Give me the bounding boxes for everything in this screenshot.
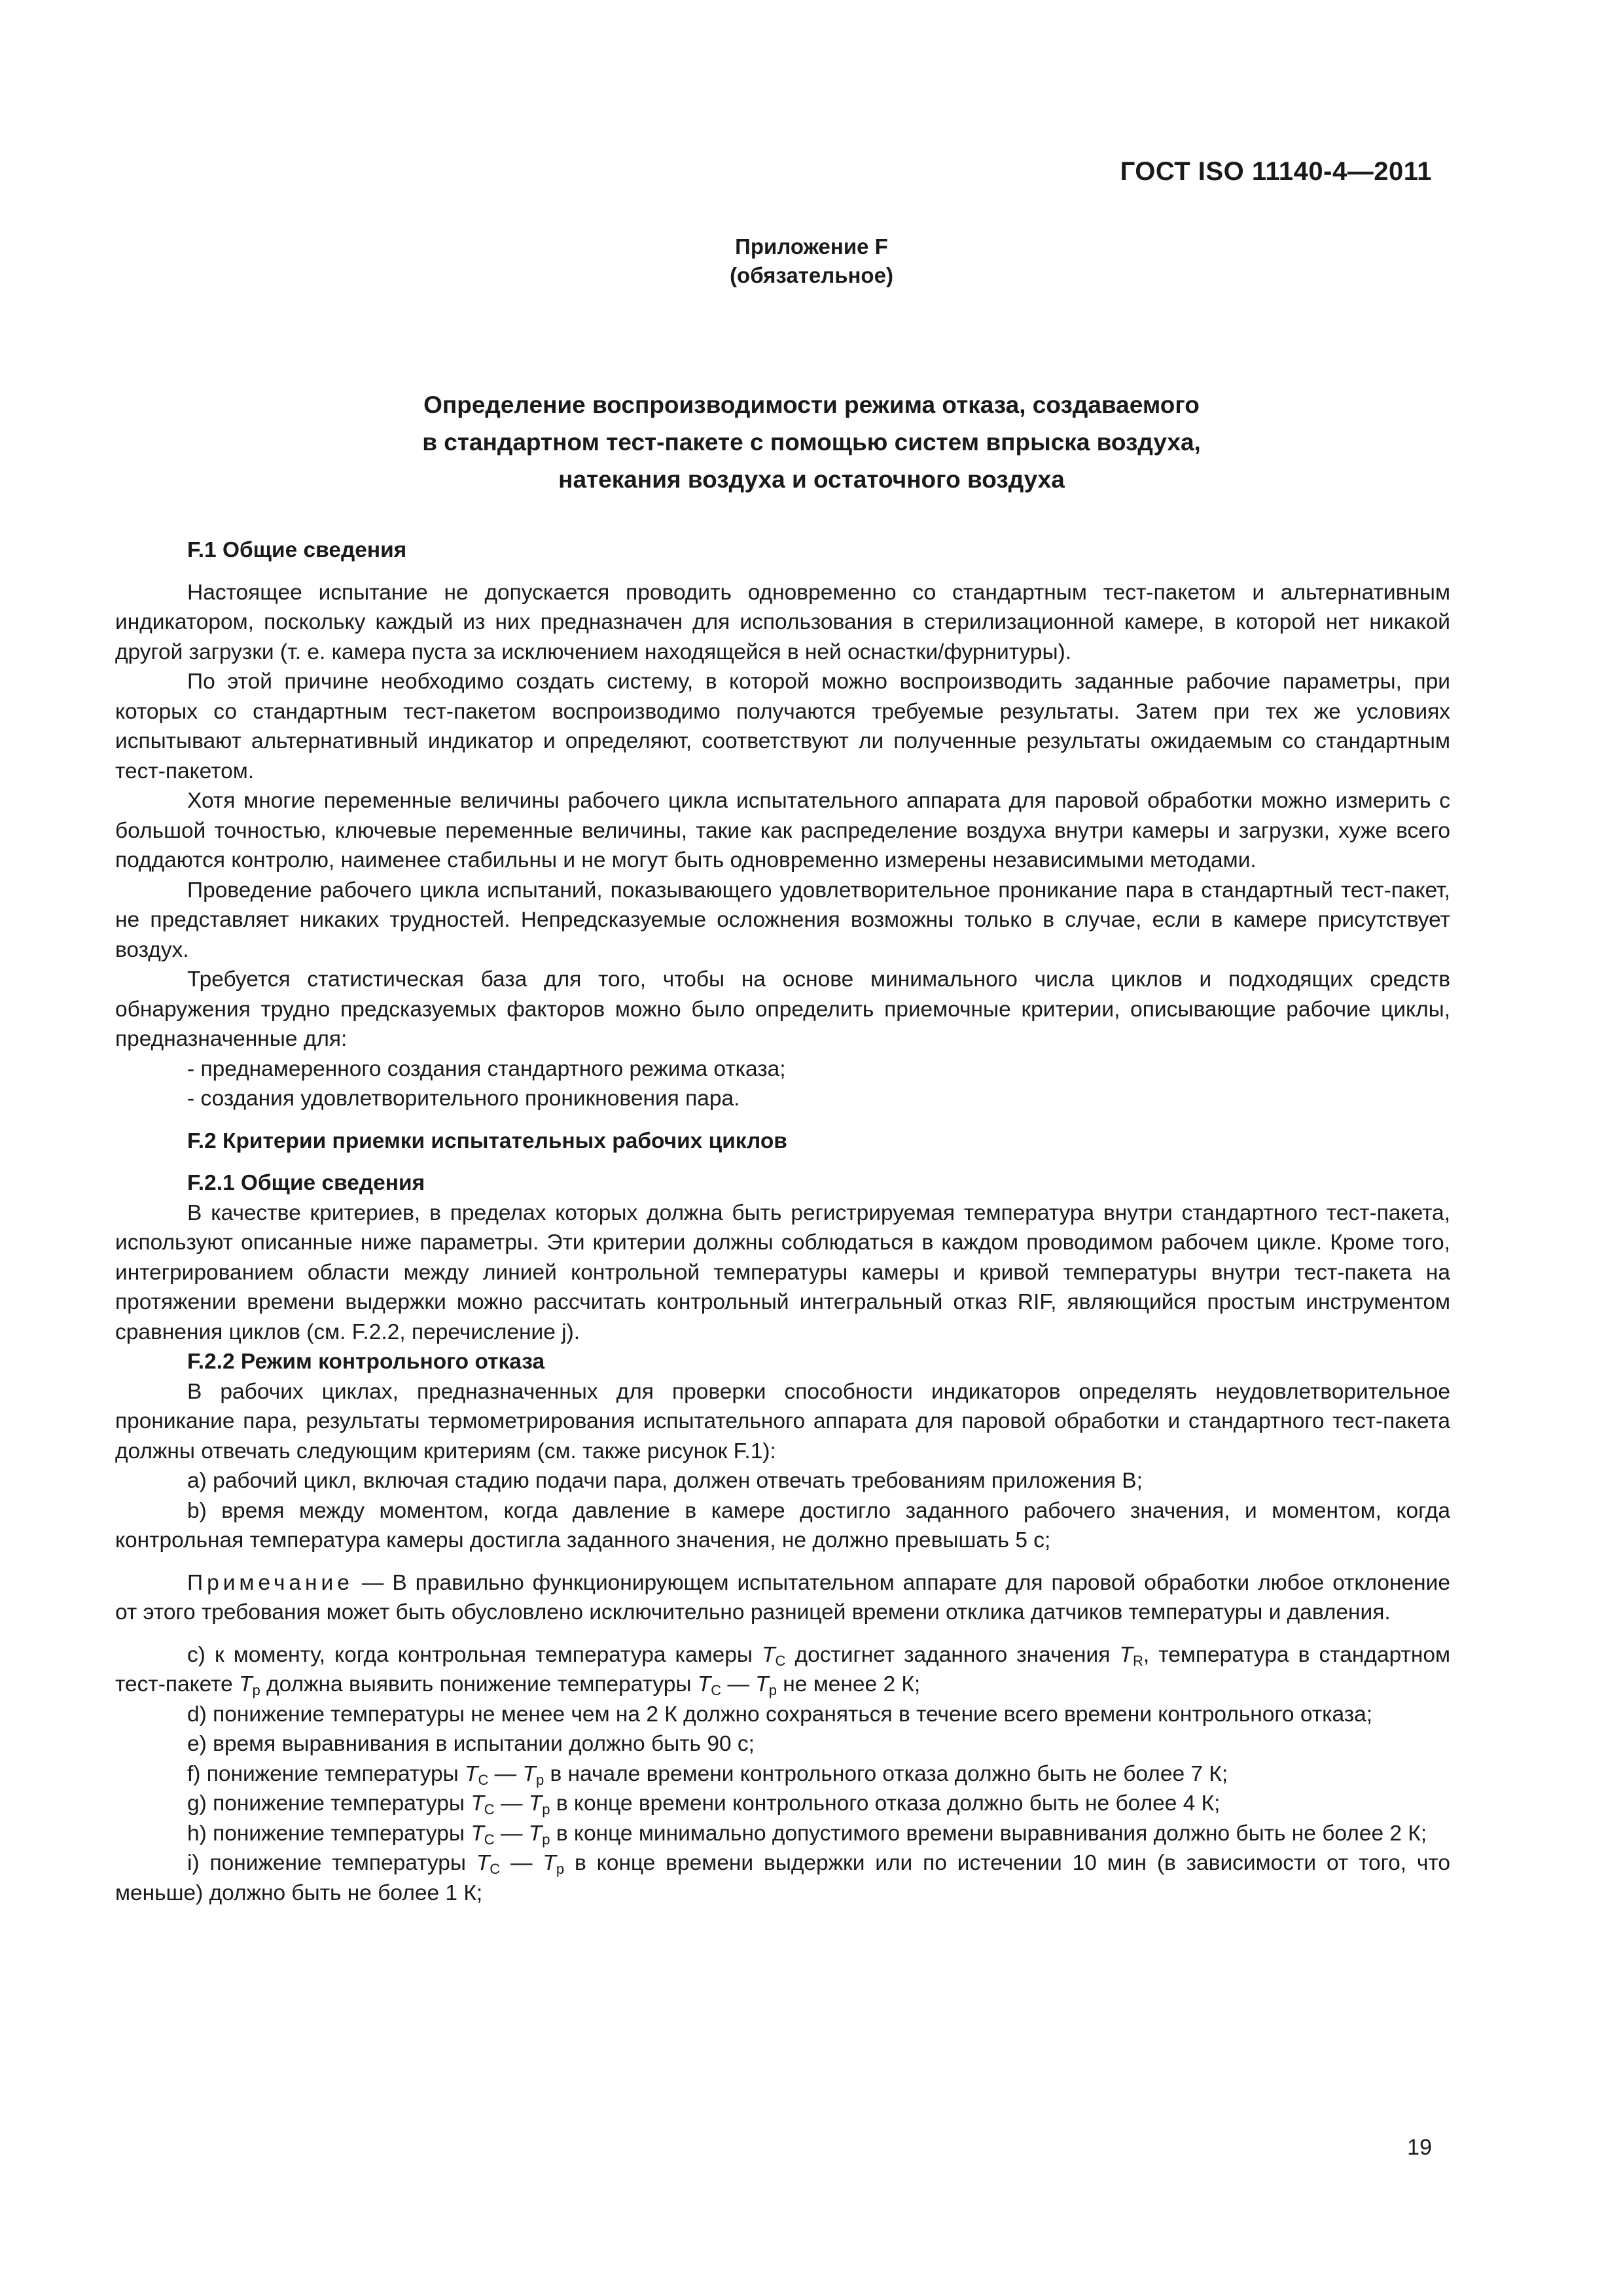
symbol-tp: $T_p$	[543, 1851, 565, 1877]
symbol-tp: $T_p$	[755, 1672, 777, 1698]
paragraph: Настоящее испытание не допускается проводить одновременно со стандартным тест-пакетом и альтернативным индикатором, поскольку каждый из них предназначен для использования в стерилизационной камере, в которой нет никакой другой загрузки (т. е. камера пуста за исключением находящейся в ней оснастки/фурнитуры).	[115, 580, 1450, 664]
list-item-e: e) время выравнивания в испытании должно быть 90 с;	[187, 1732, 755, 1756]
page-number: 19	[1407, 2135, 1432, 2160]
note-label: Примечание	[187, 1570, 353, 1595]
section-heading-f2: F.2 Критерии приемки испытательных рабочих циклов	[187, 1128, 787, 1153]
list-item: - создания удовлетворительного проникновения пара.	[187, 1086, 740, 1111]
annex-name: Приложение F	[735, 234, 888, 259]
symbol-tc: $T_C$	[464, 1761, 489, 1788]
paragraph: В рабочих циклах, предназначенных для проверки способности индикаторов определять неудовлетворительное проникание пара, результаты термометрирования испытательного аппарата для паровой обработки и стандартного тест-пакета должны отвечать следующим критериям (см. также рисунок F.1):	[115, 1379, 1450, 1463]
symbol-tc: $T_C$	[471, 1821, 495, 1848]
paragraph: Требуется статистическая база для того, чтобы на основе минимального числа циклов и подходящих средств обнаружения трудно предсказуемых факторов можно было определить приемочные критерии, описывающие рабочие циклы, предназначенные для:	[115, 967, 1450, 1051]
symbol-tp: $T_p$	[528, 1821, 550, 1848]
list-item: - преднамеренного создания стандартного режима отказа;	[187, 1056, 786, 1081]
list-item-g: g) понижение температуры $T_C$ — $T_p$ в конце времени контрольного отказа должно быть не более 4 К;	[187, 1791, 1221, 1818]
note-text: — В правильно функционирующем испытательном аппарате для паровой обработки любое отклонение от этого требования может быть обусловлено исключительно разницей времени отклика датчиков температуры и давления.	[115, 1570, 1450, 1624]
symbol-tp: $T_p$	[239, 1672, 260, 1698]
note	[115, 1568, 1450, 1628]
paragraph: Проведение рабочего цикла испытаний, показывающего удовлетворительное проникание пара в стандартный тест-пакет, не представляет никаких трудностей. Непредсказуемые осложнения возможны только в случае, если в камере присутствует воздух.	[115, 878, 1450, 962]
document-body	[115, 535, 1450, 1908]
symbol-tc: $T_C$	[476, 1851, 501, 1877]
list-item-i: i) понижение температуры $T_C$ — $T_p$ в конце времени выдержки или по истечении 10 мин (в зависимости от того, что меньше) должно быть не более 1 К;	[115, 1851, 1451, 1905]
symbol-tp: $T_p$	[528, 1791, 550, 1818]
annex-title-line: натекания воздуха и остаточного воздуха	[558, 466, 1065, 493]
symbol-tc: $T_C$	[697, 1672, 722, 1698]
paragraph: По этой причине необходимо создать систему, в которой можно воспроизводить заданные рабочие параметры, при которых со стандартным тест-пакетом воспроизводимо получаются требуемые результаты. Затем при тех же условиях испытывают альтернативный индикатор и определяют, соответствуют ли полученные результаты ожидаемым со стандартным тест-пакетом.	[115, 670, 1450, 783]
list-item-b: b) время между моментом, когда давление в камере достигло заданного рабочего значения, и моментом, когда контрольная температура камеры достигла заданного значения, не должно превышать 5 с;	[115, 1498, 1450, 1552]
symbol-tr: $T_R$	[1119, 1642, 1143, 1669]
list-item-a: a) рабочий цикл, включая стадию подачи пара, должен отвечать требованиям приложения B;	[187, 1469, 1143, 1493]
symbol-tp: $T_p$	[522, 1761, 544, 1788]
paragraph: Хотя многие переменные величины рабочего цикла испытательного аппарата для паровой обработки можно измерить с большой точностью, ключевые переменные величины, такие как распределение воздуха внутри камеры и загрузки, хуже всего поддаются контролю, наименее стабильны и не могут быть одновременно измерены независимыми методами.	[115, 789, 1450, 872]
annex-title	[0, 386, 1623, 498]
subsection-heading-f21: F.2.1 Общие сведения	[187, 1171, 425, 1195]
list-item-h: h) понижение температуры $T_C$ — $T_p$ в конце минимально допустимого времени выравнивания должно быть не более 2 К;	[187, 1821, 1427, 1848]
annex-status: (обязательное)	[730, 263, 893, 287]
paragraph: В качестве критериев, в пределах которых должна быть регистрируемая температура внутри стандартного тест-пакета, используют описанные ниже параметры. Эти критерии должны соблюдаться в каждом проводимом рабочем цикле. Кроме того, интегрированием области между линией контрольной температуры камеры и кривой температуры внутри тест-пакета на протяжении времени выдержки можно рассчитать контрольный интегральный отказ RIF, являющийся простым инструментом сравнения циклов (см. F.2.2, перечисление j).	[115, 1200, 1450, 1344]
subsection-heading-f22: F.2.2 Режим контрольного отказа	[187, 1350, 545, 1374]
list-item-c: c) к моменту, когда контрольная температура камеры $T_C$ достигнет заданного значения $T_R$, температура в стандартном тест-пакете $T_p$ должна выявить понижение температуры $T_C$ — $T_p$ не менее 2 К;	[115, 1642, 1450, 1698]
annex-heading	[0, 232, 1623, 290]
standard-designation: ГОСТ ISO 11140-4—2011	[1120, 157, 1432, 186]
list-item-f: f) понижение температуры $T_C$ — $T_p$ в начале времени контрольного отказа должно быть не более 7 К;	[187, 1761, 1228, 1788]
annex-title-line: в стандартном тест-пакете с помощью систем впрыска воздуха,	[422, 429, 1201, 456]
list-item-d: d) понижение температуры не менее чем на 2 К должно сохраняться в течение всего времени контрольного отказа;	[187, 1702, 1373, 1727]
annex-title-line: Определение воспроизводимости режима отказа, создаваемого	[423, 391, 1200, 418]
symbol-tc: $T_C$	[762, 1642, 786, 1669]
section-heading-f1: F.1 Общие сведения	[187, 538, 407, 562]
symbol-tc: $T_C$	[471, 1791, 495, 1818]
